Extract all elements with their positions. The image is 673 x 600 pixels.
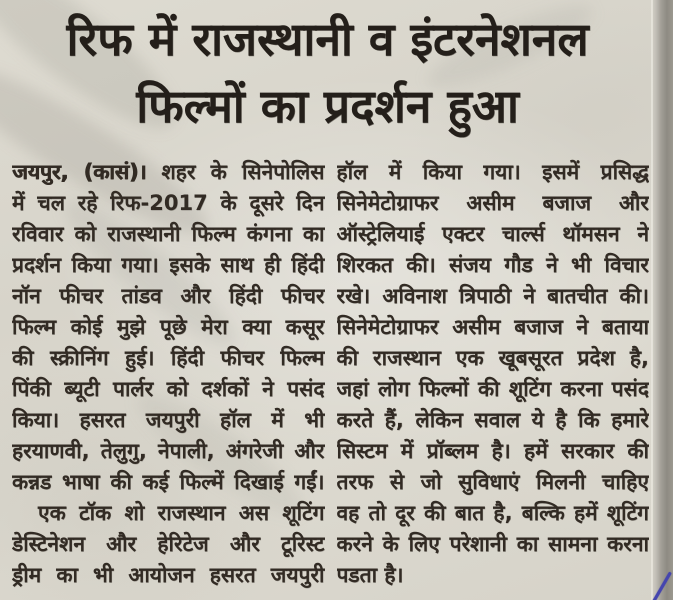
article-line: की राजस्थान एक खूबसूरत प्रदेश है, — [336, 346, 649, 370]
article-line: पिंकी ब्यूटी पार्लर को दर्शकों ने पसंद — [12, 377, 325, 401]
article-line: हरयाणवी, तेलुगु, नेपाली, अंगरेजी और — [12, 439, 325, 463]
article-line: रविवार को राजस्थानी फिल्म कंगना का — [12, 222, 325, 246]
scan-edge-shadow — [651, 0, 673, 600]
right-column — [337, 157, 650, 591]
article-body — [12, 157, 649, 591]
article-line: तरफ से जो सुविधाएं मिलनी चाहिए — [336, 470, 649, 494]
article-line: किया। हसरत जयपुरी हॉल में भी — [12, 408, 325, 432]
headline — [8, 6, 647, 140]
article-line: सिस्टम में प्रॉब्लम है। हमें सरकार की — [336, 439, 649, 463]
article-line: में चल रहे रिफ-2017 के दूसरे दिन — [12, 191, 325, 215]
article-line: सिनेमेटोग्राफर असीम बजाज ने बताया — [336, 315, 649, 339]
article-line: करने के लिए परेशानी का सामना करना — [336, 532, 649, 556]
article-line: पडता है। — [336, 563, 404, 587]
headline-line-1: रिफ में राजस्थानी व इंटरनेशनल — [66, 12, 589, 66]
dateline: जयपुर, (कासं)। — [12, 160, 147, 184]
article-line: फिल्म कोई मुझे पूछे मेरा क्या कसूर — [12, 315, 325, 339]
article-line: ऑस्ट्रेलियाई एक्टर चार्ल्स थॉमसन ने — [336, 222, 649, 246]
article-line: वह तो दूर की बात है, बल्कि हमें शूटिंग — [336, 501, 649, 525]
article-line — [12, 157, 325, 188]
article-line: कन्नड भाषा की कई फिल्में दिखाई गईं। — [12, 470, 325, 494]
article-line: करते हैं, लेकिन सवाल ये है कि हमारे — [336, 408, 649, 432]
article-text: शहर के सिनेपोलिस — [161, 160, 325, 184]
article-line: नॉन फीचर तांडव और हिंदी फीचर — [12, 284, 325, 308]
article-line: हॉल में किया गया। इसमें प्रसिद्ध — [336, 160, 649, 184]
article-line: रखे। अविनाश त्रिपाठी ने बातचीत की। — [336, 284, 649, 308]
headline-line-2: फिल्मों का प्रदर्शन हुआ — [136, 79, 519, 133]
article-line: शिरकत की। संजय गौड ने भी विचार — [336, 253, 649, 277]
article-line: जहां लोग फिल्मों की शूटिंग करना पसंद — [336, 377, 649, 401]
article-line-paragraph-start: एक टॉक शो राजस्थान अस शूटिंग — [38, 501, 325, 525]
article-line: प्रदर्शन किया गया। इसके साथ ही हिंदी — [12, 253, 325, 277]
left-column — [12, 157, 325, 591]
article-line: ड्रीम का भी आयोजन हसरत जयपुरी — [12, 563, 325, 587]
article-line: की स्क्रीनिंग हुई। हिंदी फीचर फिल्म — [12, 346, 325, 370]
article-line: डेस्टिनेशन और हेरिटेज और टूरिस्ट — [12, 532, 325, 556]
article-line: सिनेमेटोग्राफर असीम बजाज और — [336, 191, 649, 215]
